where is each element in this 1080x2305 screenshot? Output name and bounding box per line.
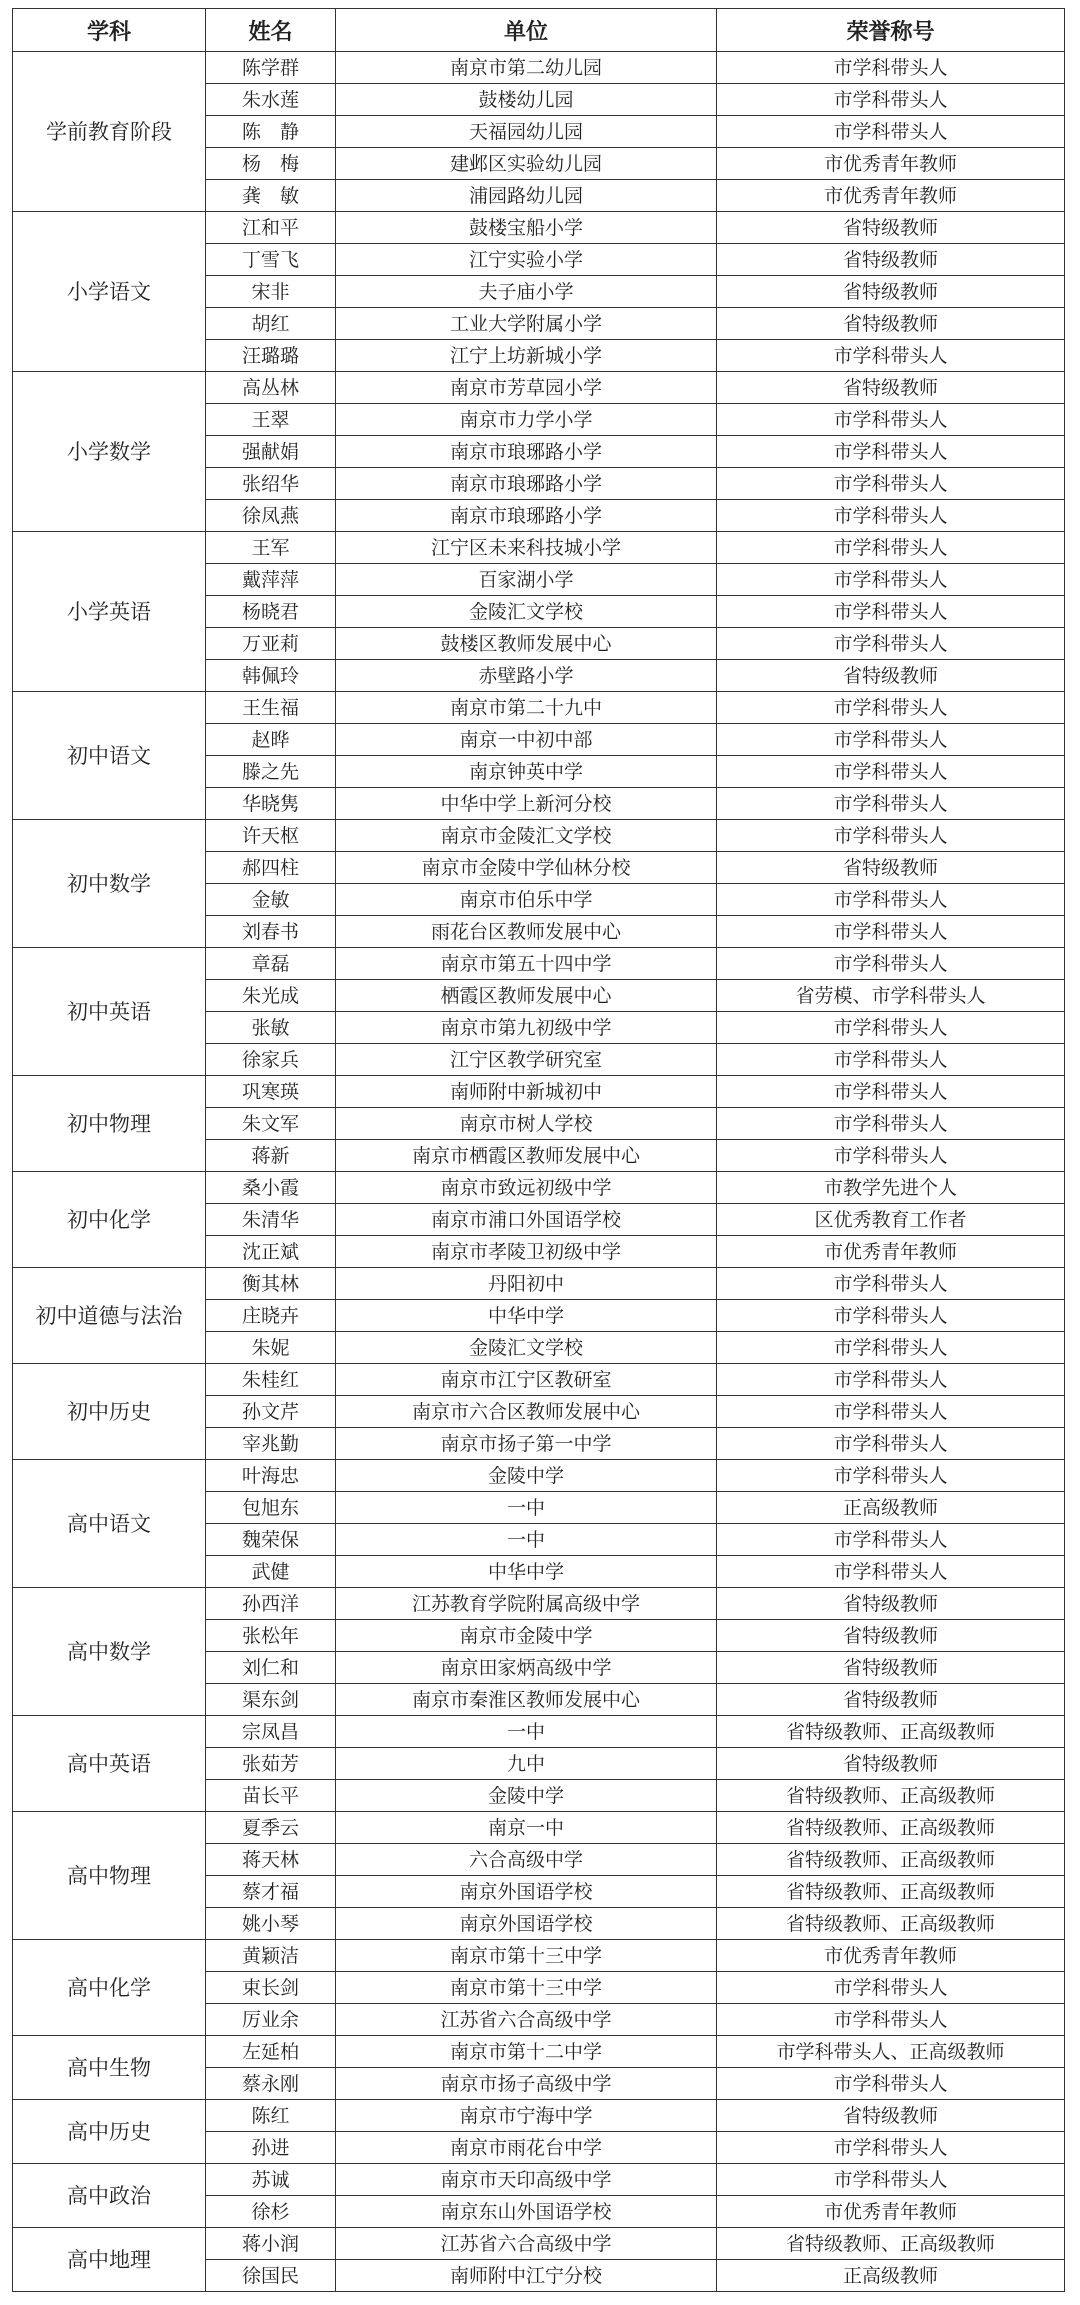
table-row	[13, 1076, 1065, 1108]
subject-cell: 高中政治	[13, 2164, 206, 2228]
unit-cell: 南京东山外国语学校	[336, 2196, 717, 2228]
name-cell: 宗凤昌	[206, 1716, 336, 1748]
name-cell: 龚 敏	[206, 180, 336, 212]
name-cell: 蒋新	[206, 1140, 336, 1172]
subject-cell: 高中生物	[13, 2036, 206, 2100]
name-cell: 赵晔	[206, 724, 336, 756]
unit-cell: 南京市第十二中学	[336, 2036, 717, 2068]
honor-cell: 市学科带头人	[717, 756, 1065, 788]
honor-cell: 市学科带头人	[717, 404, 1065, 436]
unit-cell: 南京市第十三中学	[336, 1940, 717, 1972]
unit-cell: 南京外国语学校	[336, 1908, 717, 1940]
name-cell: 万亚莉	[206, 628, 336, 660]
honor-cell: 市学科带头人	[717, 1300, 1065, 1332]
name-cell: 韩佩玲	[206, 660, 336, 692]
table-row	[13, 52, 1065, 84]
subject-cell: 高中英语	[13, 1716, 206, 1812]
honor-cell: 省特级教师	[717, 2100, 1065, 2132]
name-cell: 许天枢	[206, 820, 336, 852]
header-name: 姓名	[206, 9, 336, 52]
name-cell: 徐国民	[206, 2260, 336, 2292]
unit-cell: 丹阳初中	[336, 1268, 717, 1300]
name-cell: 丁雪飞	[206, 244, 336, 276]
honor-table	[12, 8, 1065, 2292]
name-cell: 章磊	[206, 948, 336, 980]
honor-cell: 市学科带头人	[717, 1556, 1065, 1588]
name-cell: 束长剑	[206, 1972, 336, 2004]
name-cell: 陈红	[206, 2100, 336, 2132]
honor-cell: 省特级教师、正高级教师	[717, 1780, 1065, 1812]
unit-cell: 南京市栖霞区教师发展中心	[336, 1140, 717, 1172]
subject-cell: 初中数学	[13, 820, 206, 948]
table-row	[13, 820, 1065, 852]
unit-cell: 建邺区实验幼儿园	[336, 148, 717, 180]
name-cell: 金敏	[206, 884, 336, 916]
unit-cell: 天福园幼儿园	[336, 116, 717, 148]
unit-cell: 金陵汇文学校	[336, 596, 717, 628]
table-row	[13, 212, 1065, 244]
honor-cell: 市学科带头人	[717, 916, 1065, 948]
unit-cell: 鼓楼宝船小学	[336, 212, 717, 244]
name-cell: 江和平	[206, 212, 336, 244]
honor-cell: 省特级教师、正高级教师	[717, 1876, 1065, 1908]
name-cell: 徐家兵	[206, 1044, 336, 1076]
name-cell: 陈学群	[206, 52, 336, 84]
honor-cell: 省特级教师	[717, 372, 1065, 404]
name-cell: 杨晓君	[206, 596, 336, 628]
unit-cell: 江苏省六合高级中学	[336, 2228, 717, 2260]
honor-cell: 市学科带头人	[717, 1268, 1065, 1300]
header-row	[13, 9, 1065, 52]
name-cell: 强献娟	[206, 436, 336, 468]
subject-cell: 高中地理	[13, 2228, 206, 2292]
table-row	[13, 1716, 1065, 1748]
honor-cell: 市学科带头人	[717, 468, 1065, 500]
name-cell: 王军	[206, 532, 336, 564]
subject-cell: 小学数学	[13, 372, 206, 532]
unit-cell: 南师附中新城初中	[336, 1076, 717, 1108]
honor-cell: 市优秀青年教师	[717, 2196, 1065, 2228]
unit-cell: 夫子庙小学	[336, 276, 717, 308]
unit-cell: 江苏教育学院附属高级中学	[336, 1588, 717, 1620]
subject-cell: 学前教育阶段	[13, 52, 206, 212]
honor-cell: 市学科带头人	[717, 884, 1065, 916]
table-row	[13, 1268, 1065, 1300]
name-cell: 蒋天林	[206, 1844, 336, 1876]
unit-cell: 南师附中江宁分校	[336, 2260, 717, 2292]
unit-cell: 南京市雨花台中学	[336, 2132, 717, 2164]
honor-cell: 市优秀青年教师	[717, 1940, 1065, 1972]
unit-cell: 南京市金陵中学仙林分校	[336, 852, 717, 884]
name-cell: 徐杉	[206, 2196, 336, 2228]
name-cell: 蔡永刚	[206, 2068, 336, 2100]
name-cell: 郝四柱	[206, 852, 336, 884]
honor-cell: 市学科带头人	[717, 52, 1065, 84]
subject-cell: 初中历史	[13, 1364, 206, 1460]
header-honor: 荣誉称号	[717, 9, 1065, 52]
honor-cell: 市学科带头人	[717, 116, 1065, 148]
name-cell: 夏季云	[206, 1812, 336, 1844]
unit-cell: 中华中学	[336, 1300, 717, 1332]
honor-cell: 市学科带头人	[717, 1332, 1065, 1364]
unit-cell: 一中	[336, 1524, 717, 1556]
honor-cell: 区优秀教育工作者	[717, 1204, 1065, 1236]
honor-cell: 省特级教师	[717, 1748, 1065, 1780]
honor-cell: 市教学先进个人	[717, 1172, 1065, 1204]
unit-cell: 南京市孝陵卫初级中学	[336, 1236, 717, 1268]
table-row	[13, 2164, 1065, 2196]
honor-cell: 省特级教师	[717, 852, 1065, 884]
name-cell: 桑小霞	[206, 1172, 336, 1204]
table-row	[13, 1588, 1065, 1620]
subject-cell: 小学英语	[13, 532, 206, 692]
honor-cell: 省特级教师	[717, 1684, 1065, 1716]
honor-cell: 市学科带头人	[717, 2068, 1065, 2100]
unit-cell: 一中	[336, 1716, 717, 1748]
subject-cell: 初中道德与法治	[13, 1268, 206, 1364]
honor-cell: 正高级教师	[717, 2260, 1065, 2292]
honor-cell: 市学科带头人	[717, 1076, 1065, 1108]
name-cell: 华晓隽	[206, 788, 336, 820]
unit-cell: 六合高级中学	[336, 1844, 717, 1876]
unit-cell: 南京市第二幼儿园	[336, 52, 717, 84]
unit-cell: 江宁上坊新城小学	[336, 340, 717, 372]
unit-cell: 江宁区教学研究室	[336, 1044, 717, 1076]
honor-cell: 市学科带头人、正高级教师	[717, 2036, 1065, 2068]
unit-cell: 栖霞区教师发展中心	[336, 980, 717, 1012]
subject-cell: 高中物理	[13, 1812, 206, 1940]
unit-cell: 南京市力学小学	[336, 404, 717, 436]
honor-cell: 市学科带头人	[717, 692, 1065, 724]
name-cell: 滕之先	[206, 756, 336, 788]
honor-cell: 市学科带头人	[717, 500, 1065, 532]
unit-cell: 南京市扬子第一中学	[336, 1428, 717, 1460]
honor-cell: 市优秀青年教师	[717, 1236, 1065, 1268]
name-cell: 巩寒瑛	[206, 1076, 336, 1108]
unit-cell: 南京市第九初级中学	[336, 1012, 717, 1044]
header-subject: 学科	[13, 9, 206, 52]
unit-cell: 南京市宁海中学	[336, 2100, 717, 2132]
honor-cell: 市学科带头人	[717, 84, 1065, 116]
unit-cell: 南京市第五十四中学	[336, 948, 717, 980]
table-row	[13, 1812, 1065, 1844]
honor-cell: 省特级教师	[717, 244, 1065, 276]
unit-cell: 南京市琅琊路小学	[336, 436, 717, 468]
honor-cell: 市学科带头人	[717, 820, 1065, 852]
name-cell: 宰兆勤	[206, 1428, 336, 1460]
unit-cell: 南京市琅琊路小学	[336, 500, 717, 532]
name-cell: 刘仁和	[206, 1652, 336, 1684]
table-row	[13, 2228, 1065, 2260]
name-cell: 王生福	[206, 692, 336, 724]
honor-cell: 市学科带头人	[717, 1428, 1065, 1460]
unit-cell: 南京一中	[336, 1812, 717, 1844]
unit-cell: 南京市金陵汇文学校	[336, 820, 717, 852]
name-cell: 陈 静	[206, 116, 336, 148]
honor-cell: 市学科带头人	[717, 596, 1065, 628]
unit-cell: 江宁区未来科技城小学	[336, 532, 717, 564]
table-row	[13, 948, 1065, 980]
name-cell: 张绍华	[206, 468, 336, 500]
unit-cell: 雨花台区教师发展中心	[336, 916, 717, 948]
honor-cell: 市学科带头人	[717, 1972, 1065, 2004]
name-cell: 衡其林	[206, 1268, 336, 1300]
unit-cell: 南京外国语学校	[336, 1876, 717, 1908]
subject-cell: 初中化学	[13, 1172, 206, 1268]
header-unit: 单位	[336, 9, 717, 52]
unit-cell: 南京市第十三中学	[336, 1972, 717, 2004]
honor-cell: 市学科带头人	[717, 1460, 1065, 1492]
unit-cell: 中华中学上新河分校	[336, 788, 717, 820]
honor-cell: 省特级教师	[717, 1620, 1065, 1652]
table-body	[13, 52, 1065, 2292]
name-cell: 张松年	[206, 1620, 336, 1652]
subject-cell: 初中语文	[13, 692, 206, 820]
unit-cell: 南京市琅琊路小学	[336, 468, 717, 500]
name-cell: 叶海忠	[206, 1460, 336, 1492]
name-cell: 高丛林	[206, 372, 336, 404]
table-row	[13, 1364, 1065, 1396]
name-cell: 苗长平	[206, 1780, 336, 1812]
honor-cell: 省特级教师	[717, 212, 1065, 244]
table-row	[13, 1172, 1065, 1204]
honor-cell: 市学科带头人	[717, 724, 1065, 756]
unit-cell: 百家湖小学	[336, 564, 717, 596]
honor-cell: 市学科带头人	[717, 788, 1065, 820]
honor-cell: 市学科带头人	[717, 2132, 1065, 2164]
name-cell: 蒋小润	[206, 2228, 336, 2260]
name-cell: 孙进	[206, 2132, 336, 2164]
honor-cell: 省特级教师	[717, 276, 1065, 308]
name-cell: 戴萍萍	[206, 564, 336, 596]
honor-cell: 市学科带头人	[717, 1044, 1065, 1076]
table-row	[13, 2100, 1065, 2132]
unit-cell: 南京市六合区教师发展中心	[336, 1396, 717, 1428]
unit-cell: 中华中学	[336, 1556, 717, 1588]
subject-cell: 初中物理	[13, 1076, 206, 1172]
honor-cell: 省特级教师、正高级教师	[717, 1844, 1065, 1876]
name-cell: 朱妮	[206, 1332, 336, 1364]
name-cell: 厉业余	[206, 2004, 336, 2036]
name-cell: 朱文军	[206, 1108, 336, 1140]
name-cell: 蔡才福	[206, 1876, 336, 1908]
unit-cell: 南京市天印高级中学	[336, 2164, 717, 2196]
honor-cell: 市学科带头人	[717, 1108, 1065, 1140]
subject-cell: 高中历史	[13, 2100, 206, 2164]
table-row	[13, 692, 1065, 724]
unit-cell: 江宁实验小学	[336, 244, 717, 276]
unit-cell: 金陵中学	[336, 1460, 717, 1492]
table-row	[13, 532, 1065, 564]
unit-cell: 南京市致远初级中学	[336, 1172, 717, 1204]
table-row	[13, 1940, 1065, 1972]
name-cell: 朱清华	[206, 1204, 336, 1236]
name-cell: 渠东剑	[206, 1684, 336, 1716]
unit-cell: 南京市江宁区教研室	[336, 1364, 717, 1396]
honor-cell: 市学科带头人	[717, 340, 1065, 372]
honor-cell: 正高级教师	[717, 1492, 1065, 1524]
honor-cell: 市学科带头人	[717, 948, 1065, 980]
name-cell: 徐凤燕	[206, 500, 336, 532]
subject-cell: 高中化学	[13, 1940, 206, 2036]
honor-cell: 省特级教师	[717, 660, 1065, 692]
subject-cell: 小学语文	[13, 212, 206, 372]
name-cell: 胡红	[206, 308, 336, 340]
unit-cell: 一中	[336, 1492, 717, 1524]
name-cell: 孙文芹	[206, 1396, 336, 1428]
honor-cell: 省特级教师、正高级教师	[717, 1716, 1065, 1748]
unit-cell: 南京田家炳高级中学	[336, 1652, 717, 1684]
name-cell: 朱光成	[206, 980, 336, 1012]
honor-cell: 省特级教师	[717, 308, 1065, 340]
unit-cell: 鼓楼幼儿园	[336, 84, 717, 116]
name-cell: 汪璐璐	[206, 340, 336, 372]
table-row	[13, 372, 1065, 404]
name-cell: 苏诚	[206, 2164, 336, 2196]
name-cell: 姚小琴	[206, 1908, 336, 1940]
honor-cell: 市学科带头人	[717, 532, 1065, 564]
honor-cell: 市学科带头人	[717, 2164, 1065, 2196]
honor-cell: 省特级教师	[717, 1652, 1065, 1684]
unit-cell: 南京市芳草园小学	[336, 372, 717, 404]
honor-cell: 省特级教师、正高级教师	[717, 1812, 1065, 1844]
honor-cell: 市学科带头人	[717, 628, 1065, 660]
honor-cell: 市学科带头人	[717, 436, 1065, 468]
name-cell: 孙西洋	[206, 1588, 336, 1620]
name-cell: 刘春书	[206, 916, 336, 948]
subject-cell: 高中语文	[13, 1460, 206, 1588]
name-cell: 杨 梅	[206, 148, 336, 180]
name-cell: 张茹芳	[206, 1748, 336, 1780]
unit-cell: 江苏省六合高级中学	[336, 2004, 717, 2036]
unit-cell: 鼓楼区教师发展中心	[336, 628, 717, 660]
unit-cell: 赤壁路小学	[336, 660, 717, 692]
unit-cell: 南京市伯乐中学	[336, 884, 717, 916]
name-cell: 魏荣保	[206, 1524, 336, 1556]
name-cell: 朱桂红	[206, 1364, 336, 1396]
unit-cell: 南京市第二十九中	[336, 692, 717, 724]
unit-cell: 九中	[336, 1748, 717, 1780]
name-cell: 王翠	[206, 404, 336, 436]
name-cell: 张敏	[206, 1012, 336, 1044]
subject-cell: 高中数学	[13, 1588, 206, 1716]
subject-cell: 初中英语	[13, 948, 206, 1076]
name-cell: 沈正斌	[206, 1236, 336, 1268]
honor-cell: 市学科带头人	[717, 2004, 1065, 2036]
table-row	[13, 1460, 1065, 1492]
honor-cell: 市优秀青年教师	[717, 180, 1065, 212]
unit-cell: 南京市树人学校	[336, 1108, 717, 1140]
unit-cell: 南京市扬子高级中学	[336, 2068, 717, 2100]
honor-cell: 市学科带头人	[717, 1396, 1065, 1428]
honor-cell: 市学科带头人	[717, 564, 1065, 596]
unit-cell: 南京市金陵中学	[336, 1620, 717, 1652]
unit-cell: 南京市秦淮区教师发展中心	[336, 1684, 717, 1716]
honor-cell: 省特级教师	[717, 1588, 1065, 1620]
honor-cell: 省劳模、市学科带头人	[717, 980, 1065, 1012]
honor-cell: 省特级教师、正高级教师	[717, 2228, 1065, 2260]
name-cell: 庄晓卉	[206, 1300, 336, 1332]
name-cell: 宋非	[206, 276, 336, 308]
honor-cell: 市学科带头人	[717, 1364, 1065, 1396]
name-cell: 武健	[206, 1556, 336, 1588]
unit-cell: 南京市浦口外国语学校	[336, 1204, 717, 1236]
unit-cell: 金陵汇文学校	[336, 1332, 717, 1364]
name-cell: 朱水莲	[206, 84, 336, 116]
honor-cell: 市学科带头人	[717, 1012, 1065, 1044]
name-cell: 包旭东	[206, 1492, 336, 1524]
unit-cell: 浦园路幼儿园	[336, 180, 717, 212]
honor-cell: 省特级教师、正高级教师	[717, 1908, 1065, 1940]
name-cell: 左延柏	[206, 2036, 336, 2068]
unit-cell: 南京钟英中学	[336, 756, 717, 788]
honor-cell: 市优秀青年教师	[717, 148, 1065, 180]
name-cell: 黄颖洁	[206, 1940, 336, 1972]
honor-cell: 市学科带头人	[717, 1524, 1065, 1556]
honor-cell: 市学科带头人	[717, 1140, 1065, 1172]
honor-table-container	[12, 8, 1064, 2292]
table-row	[13, 2036, 1065, 2068]
unit-cell: 金陵中学	[336, 1780, 717, 1812]
unit-cell: 南京一中初中部	[336, 724, 717, 756]
unit-cell: 工业大学附属小学	[336, 308, 717, 340]
